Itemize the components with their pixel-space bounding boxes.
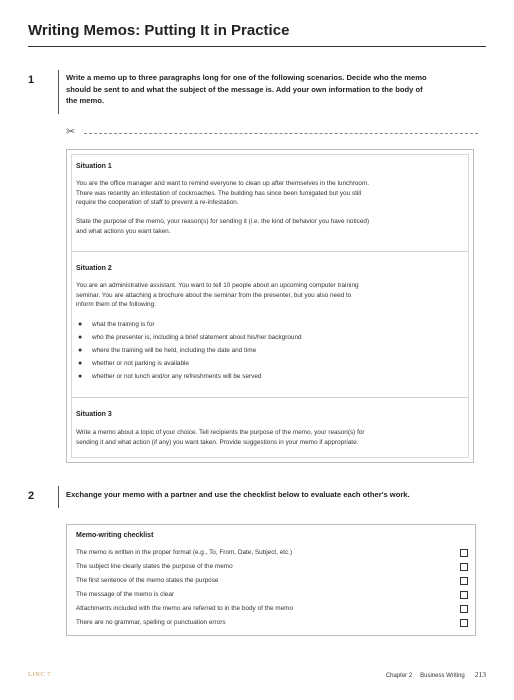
- checklist-item: [76, 603, 470, 615]
- footer-page-info: [386, 670, 486, 679]
- situation-3-heading: Situation 3: [76, 411, 112, 418]
- bullet-icon: ●: [78, 321, 83, 328]
- checklist-title: Memo-writing checklist: [76, 532, 154, 539]
- checklist-item-text: Attachments included with the memo are referred to in the body of the memo: [76, 605, 294, 612]
- page-title: Writing Memos: Putting It in Practice: [28, 22, 290, 39]
- list-item-text: whether or not lunch and/or any refreshments will be served: [92, 373, 262, 380]
- list-item: [76, 344, 468, 357]
- text-line: State the purpose of the memo, your reason(s) for sending it (i.e. the kind of behavior you have noticed): [76, 218, 370, 225]
- text-line: sending it and what action (if any) you want taken. Provide suggestions in your memo if appropriate.: [76, 438, 359, 446]
- situation-2-bullet-list: [76, 318, 468, 383]
- checklist-item-text: The first sentence of the memo states the purpose: [76, 577, 219, 584]
- footer-chapter: Chapter 2: [385, 673, 413, 679]
- bullet-icon: ●: [78, 334, 83, 341]
- list-item-text: who the presenter is, including a brief statement about his/her background: [92, 334, 302, 341]
- step-1-line: Write a memo up to three paragraphs long for one of the following scenarios. Decide who the memo: [66, 73, 427, 82]
- list-item: [76, 318, 468, 331]
- checkbox[interactable]: [460, 563, 468, 571]
- situation-1-heading: Situation 1: [76, 163, 112, 170]
- checklist-item: [76, 561, 470, 573]
- list-item: [76, 331, 468, 344]
- step-number-1: 1: [28, 74, 35, 86]
- footer-course-label: LINC 7: [28, 671, 52, 678]
- checklist-item-text: The message of the memo is clear: [76, 591, 175, 598]
- checklist-item: [76, 617, 470, 629]
- bullet-icon: ●: [78, 347, 83, 354]
- checkbox[interactable]: [460, 591, 468, 599]
- step-2-instructions: Exchange your memo with a partner and use the checklist below to evaluate each other's work.: [66, 490, 410, 499]
- text-line: You are an administrative assistant. You want to tell 10 people about an upcoming computer training: [76, 282, 359, 289]
- step-1-instructions: [66, 72, 486, 107]
- list-item: [76, 370, 468, 383]
- text-line: Write a memo about a topic of your choice. Tell recipients the purpose of the memo, your reason(s) for: [76, 429, 365, 436]
- page-number: 213: [474, 670, 486, 679]
- cut-line: [84, 133, 478, 134]
- text-line: and what actions you want taken.: [76, 227, 171, 235]
- checkbox[interactable]: [460, 605, 468, 613]
- checkbox[interactable]: [460, 577, 468, 585]
- bullet-icon: ●: [78, 373, 83, 380]
- step-number-2: 2: [28, 490, 35, 502]
- text-line: inform them of the following:: [76, 301, 156, 309]
- list-item: [76, 357, 468, 370]
- checkbox[interactable]: [460, 549, 468, 557]
- step-bar-2: [58, 486, 59, 508]
- list-item-text: what the training is for: [92, 321, 155, 328]
- checklist-item-text: The subject line clearly states the purpose of the memo: [76, 563, 233, 570]
- situation-1-paragraph-2: [76, 217, 468, 236]
- step-1-line: should be sent to and what the subject of the message is. Add your own information to the body of: [66, 84, 423, 94]
- text-line: There was recently an infestation of cockroaches. The building has since been fumigated but you still: [76, 189, 362, 197]
- situation-1-paragraph-1: [76, 179, 468, 208]
- text-line: You are the office manager and want to remind everyone to clean up after themselves in the lunchroom.: [76, 180, 370, 187]
- situation-2-heading: Situation 2: [76, 265, 112, 272]
- situation-2-paragraph-1: [76, 281, 468, 310]
- list-item-text: where the training will be held, including the date and time: [92, 347, 257, 354]
- checklist-item-text: There are no grammar, spelling or punctuation errors: [76, 619, 226, 626]
- list-item-text: whether or not parking is available: [92, 360, 189, 367]
- text-line: require the cooperation of staff to prevent a re-infestation.: [76, 199, 239, 207]
- checklist-item: [76, 547, 470, 559]
- bullet-icon: ●: [78, 360, 83, 367]
- situation-divider: [72, 251, 468, 252]
- situation-3-paragraph-1: [76, 428, 468, 447]
- text-line: seminar. You are attaching a brochure about the seminar from the presenter, but you also need to: [76, 291, 352, 299]
- scissors-icon: ✂: [66, 126, 76, 138]
- step-1-line: the memo.: [66, 96, 104, 105]
- step-bar-1: [58, 70, 59, 114]
- situation-divider: [72, 397, 468, 398]
- checkbox[interactable]: [460, 619, 468, 627]
- checklist-item-text: The memo is written in the proper format (e.g., To, From, Date, Subject, etc.): [76, 549, 293, 556]
- checklist-item: [76, 575, 470, 587]
- title-rule: [28, 46, 486, 47]
- footer-section: Business Writing: [420, 673, 465, 679]
- checklist-item: [76, 589, 470, 601]
